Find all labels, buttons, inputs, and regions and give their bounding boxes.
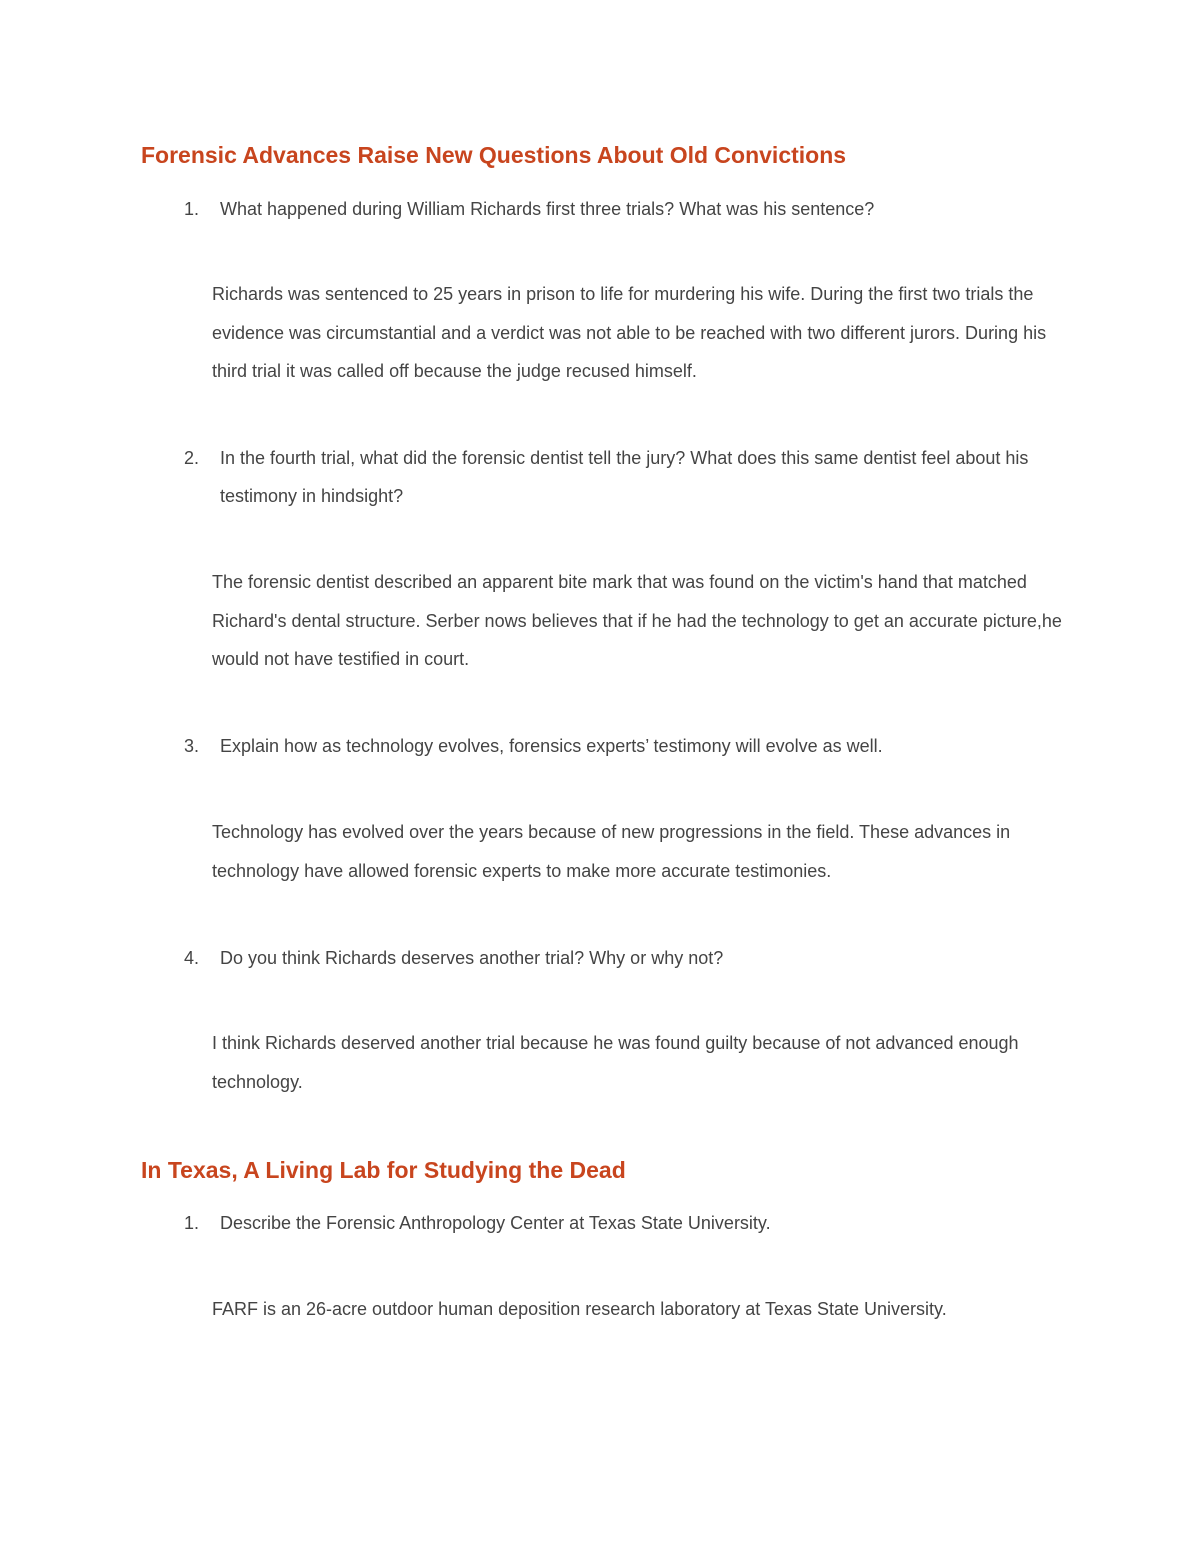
question-item-1 <box>184 190 1044 228</box>
question-text: Do you think Richards deserves another trial? Why or why not? <box>220 948 724 968</box>
answer-text-4: I think Richards deserved another trial because he was found guilty because of not advanced enough technology. <box>212 1033 1019 1092</box>
section-title-forensic-advances: Forensic Advances Raise New Questions About Old Convictions <box>141 142 847 168</box>
question-text: Describe the Forensic Anthropology Center at Texas State University. <box>220 1213 771 1233</box>
question-item-4 <box>184 939 1044 977</box>
question-text: What happened during William Richards first three trials? What was his sentence? <box>220 199 875 219</box>
answer-text-1: Richards was sentenced to 25 years in prison to life for murdering his wife. During the first two trials the evidence was circumstantial and a verdict was not able to be reached with two different jurors. During his third trial it was called off because the judge recused himself. <box>212 284 1047 381</box>
answer-text-5: FARF is an 26-acre outdoor human deposition research laboratory at Texas State University. <box>212 1299 947 1319</box>
answer-text-2: The forensic dentist described an apparent bite mark that was found on the victim's hand that matched Richard's dental structure. Serber nows believes that if he had the technology to get an accurate picture,he would not have testified in court. <box>212 572 1062 669</box>
question-item-3 <box>184 727 1044 765</box>
question-number: 2. <box>184 448 200 468</box>
question-item-5 <box>184 1204 1044 1242</box>
question-number: 3. <box>184 736 200 756</box>
answer-text-3: Technology has evolved over the years because of new progressions in the field. These advances in technology have allowed forensic experts to make more accurate testimonies. <box>212 822 1011 881</box>
question-number: 1. <box>184 1213 200 1233</box>
question-text: In the fourth trial, what did the forensic dentist tell the jury? What does this same dentist feel about his testimony in hindsight? <box>220 448 1029 506</box>
question-item-2 <box>184 439 1044 515</box>
question-number: 1. <box>184 199 200 219</box>
question-text: Explain how as technology evolves, forensics experts’ testimony will evolve as well. <box>220 736 883 756</box>
section-title-living-lab: In Texas, A Living Lab for Studying the Dead <box>141 1157 626 1183</box>
question-number: 4. <box>184 948 200 968</box>
